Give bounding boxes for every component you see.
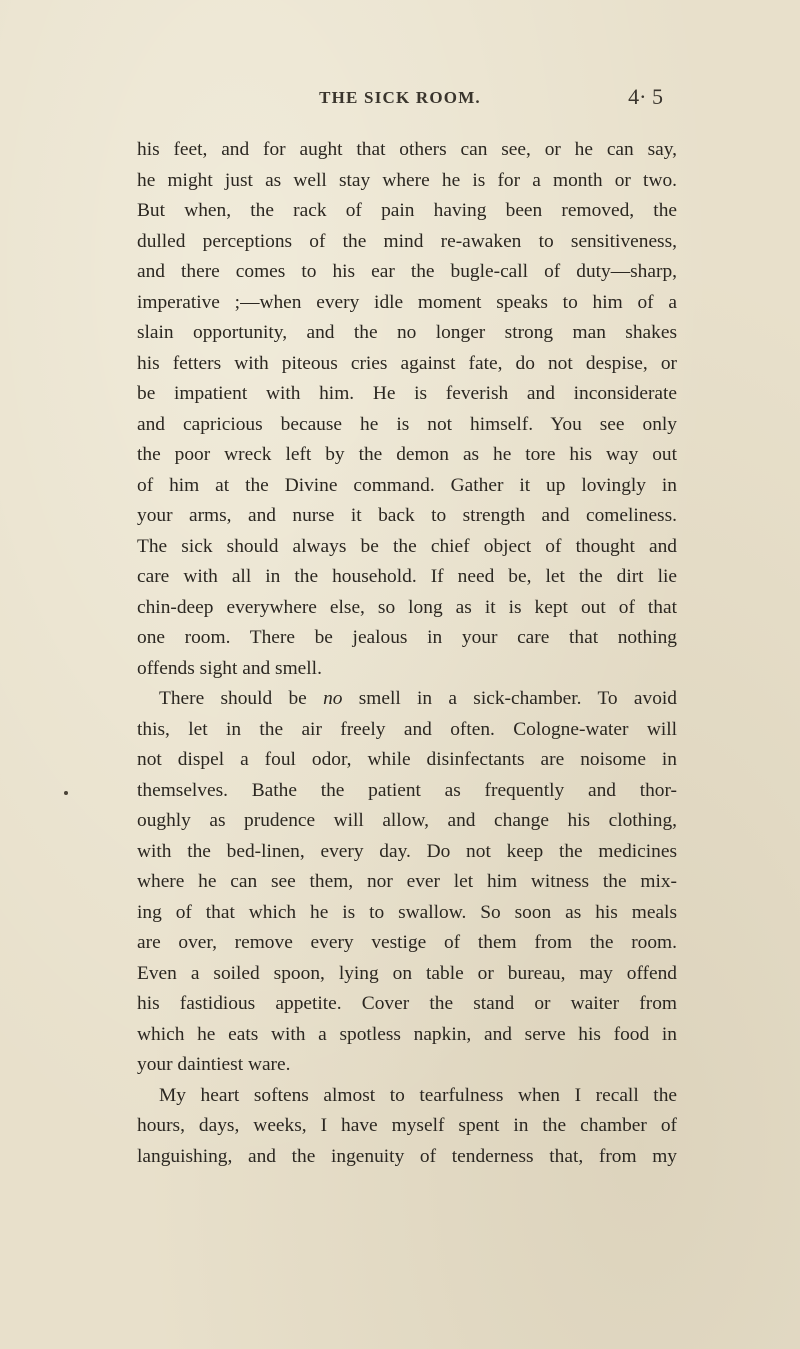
text-line: he might just as well stay where he is for a month or two. xyxy=(137,169,677,191)
text-line: themselves. Bathe the patient as frequently and thor- xyxy=(137,779,677,801)
text-line: care with all in the household. If need be, let the dirt lie xyxy=(137,566,677,587)
text-line: which he eats with a spotless napkin, and serve his food in xyxy=(137,1023,677,1045)
text-line: My heart softens almost to tearfulness when I recall the xyxy=(159,1084,677,1106)
running-title: THE SICK ROOM. xyxy=(319,88,481,107)
text-line: Even a soiled spoon, lying on table or bureau, may offend xyxy=(137,962,677,984)
text-line: The sick should always be the chief object of thought and xyxy=(137,535,677,557)
ink-spot xyxy=(64,791,68,795)
text-line: your arms, and nurse it back to strength and comeliness. xyxy=(137,505,677,526)
text-line: where he can see them, nor ever let him witness the mix- xyxy=(137,871,677,892)
text-line: slain opportunity, and the no longer strong man shakes xyxy=(137,322,677,343)
text-fragment: smell in a sick-chamber. To avoid xyxy=(358,688,677,709)
text-line: of him at the Divine command. Gather it up lovingly in xyxy=(137,474,677,496)
text-line: be impatient with him. He is feverish and inconsiderate xyxy=(137,383,677,404)
text-line: chin-deep everywhere else, so long as it is kept out of that xyxy=(137,596,677,618)
page-number: 4· 5 xyxy=(628,84,663,109)
running-head xyxy=(0,84,800,118)
text-line: with the bed-linen, every day. Do not keep the medicines xyxy=(137,840,677,862)
text-line: But when, the rack of pain having been removed, the xyxy=(137,200,677,221)
text-line: and capricious because he is not himself. You see only xyxy=(137,413,677,435)
text-line-with-emphasis xyxy=(137,684,677,715)
text-line: dulled perceptions of the mind re-awaken to sensitiveness, xyxy=(137,230,677,252)
text-line: this, let in the air freely and often. Cologne-water will xyxy=(137,718,677,740)
text-line: offends sight and smell. xyxy=(137,657,322,679)
text-line: one room. There be jealous in your care that nothing xyxy=(137,627,677,648)
text-line: and there comes to his ear the bugle-call of duty—sharp, xyxy=(137,261,677,282)
text-line: hours, days, weeks, I have myself spent in the chamber of xyxy=(137,1115,677,1136)
text-line: your daintiest ware. xyxy=(137,1054,291,1075)
text-line: oughly as prudence will allow, and change his clothing, xyxy=(137,810,677,831)
text-line: the poor wreck left by the demon as he tore his way out xyxy=(137,444,677,465)
text-line: his fastidious appetite. Cover the stand or waiter from xyxy=(137,993,677,1014)
text-line: ing of that which he is to swallow. So soon as his meals xyxy=(137,901,677,923)
text-line: his fetters with piteous cries against fate, do not despise, or xyxy=(137,352,677,374)
body-text xyxy=(137,135,677,1172)
text-line: not dispel a foul odor, while disinfectants are noisome in xyxy=(137,749,677,770)
emphasized-word: no xyxy=(323,688,343,709)
text-line: languishing, and the ingenuity of tenderness that, from my xyxy=(137,1145,677,1167)
text-line: imperative ;—when every idle moment speaks to him of a xyxy=(137,291,677,313)
text-line: his feet, and for aught that others can see, or he can say, xyxy=(137,139,677,160)
text-fragment: There should be xyxy=(159,688,307,709)
text-line: are over, remove every vestige of them from the room. xyxy=(137,932,677,953)
